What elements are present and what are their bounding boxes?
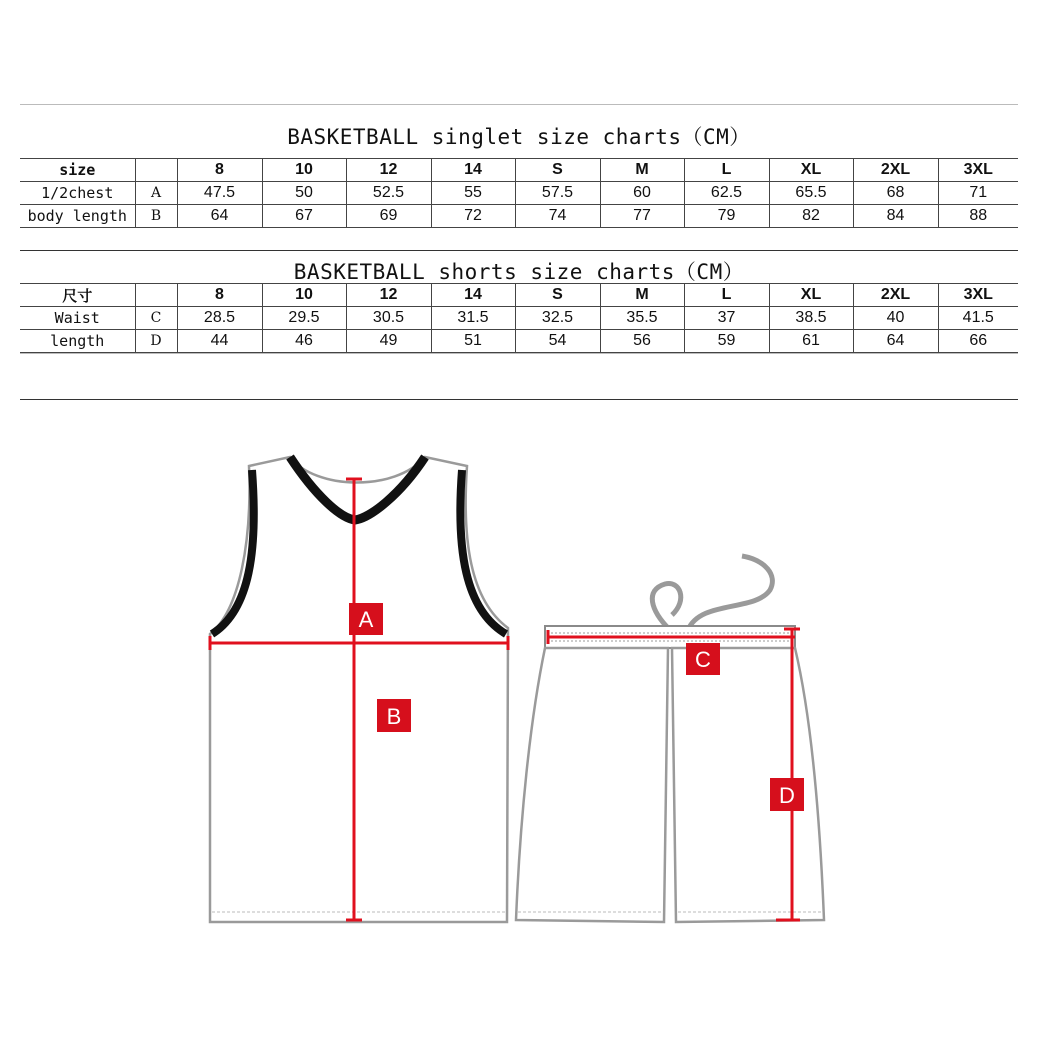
- size-header: 3XL: [938, 159, 1018, 182]
- table-cell: 30.5: [346, 307, 431, 330]
- size-header: 14: [431, 284, 515, 307]
- table-cell: 65.5: [769, 182, 853, 205]
- table-cell: 84: [853, 205, 938, 228]
- table-cell: 46: [262, 330, 346, 353]
- drawstring-right: [688, 556, 772, 630]
- table-cell: 51: [431, 330, 515, 353]
- row-label: Waist: [20, 307, 135, 330]
- size-header: XL: [769, 284, 853, 307]
- size-header: 2XL: [853, 284, 938, 307]
- table-cell: 64: [177, 205, 262, 228]
- table-cell: 88: [938, 205, 1018, 228]
- table-cell: 37: [684, 307, 769, 330]
- table-cell: 67: [262, 205, 346, 228]
- table-cell: 74: [515, 205, 600, 228]
- table-cell: 82: [769, 205, 853, 228]
- row-code: B: [135, 205, 177, 228]
- table-cell: 68: [853, 182, 938, 205]
- size-header: L: [684, 284, 769, 307]
- marker-b-label: B: [386, 704, 402, 729]
- table-cell: 52.5: [346, 182, 431, 205]
- table-cell: 61: [769, 330, 853, 353]
- table-cell: 35.5: [600, 307, 684, 330]
- table-cell: 72: [431, 205, 515, 228]
- size-header: 12: [346, 159, 431, 182]
- table-cell: 41.5: [938, 307, 1018, 330]
- table-cell: 77: [600, 205, 684, 228]
- marker-a: [349, 603, 383, 635]
- size-header: M: [600, 159, 684, 182]
- table-cell: 57.5: [515, 182, 600, 205]
- marker-d-label: D: [779, 783, 795, 808]
- row-code: D: [135, 330, 177, 353]
- singlet-chart-title: BASKETBALL singlet size charts（CM）: [287, 125, 751, 149]
- size-header: 10: [262, 284, 346, 307]
- row-label: 1/2chest: [20, 182, 135, 205]
- row-label: body length: [20, 205, 135, 228]
- table-cell: 71: [938, 182, 1018, 205]
- shorts-illustration: [516, 556, 824, 922]
- size-header: 8: [177, 159, 262, 182]
- size-header: M: [600, 284, 684, 307]
- row-label: size: [20, 159, 135, 182]
- table-cell: 50: [262, 182, 346, 205]
- table-cell: 29.5: [262, 307, 346, 330]
- marker-d: [770, 778, 804, 811]
- shorts-chart-title: BASKETBALL shorts size charts（CM）: [293, 260, 745, 284]
- size-header: 12: [346, 284, 431, 307]
- marker-c: [686, 643, 720, 675]
- size-header: XL: [769, 159, 853, 182]
- table-cell: 49: [346, 330, 431, 353]
- marker-a-label: A: [358, 607, 374, 632]
- drawstring-left: [652, 583, 681, 630]
- table-cell: 40: [853, 307, 938, 330]
- table-cell: 54: [515, 330, 600, 353]
- singlet-illustration: [210, 457, 508, 922]
- table-cell: 47.5: [177, 182, 262, 205]
- table-cell: 55: [431, 182, 515, 205]
- table-cell: 56: [600, 330, 684, 353]
- marker-c-label: C: [695, 647, 711, 672]
- table-cell: 44: [177, 330, 262, 353]
- row-code: C: [135, 307, 177, 330]
- size-header: S: [515, 284, 600, 307]
- table-cell: 66: [938, 330, 1018, 353]
- row-label: 尺寸: [20, 284, 135, 307]
- table-cell: 38.5: [769, 307, 853, 330]
- size-header: S: [515, 159, 600, 182]
- table-cell: 59: [684, 330, 769, 353]
- row-label: length: [20, 330, 135, 353]
- table-cell: 79: [684, 205, 769, 228]
- row-code: A: [135, 182, 177, 205]
- size-header: 8: [177, 284, 262, 307]
- table-cell: 69: [346, 205, 431, 228]
- table-cell: 32.5: [515, 307, 600, 330]
- table-cell: 60: [600, 182, 684, 205]
- table-cell: 64: [853, 330, 938, 353]
- table-cell: 62.5: [684, 182, 769, 205]
- size-header: 14: [431, 159, 515, 182]
- table-cell: 31.5: [431, 307, 515, 330]
- shorts-left-leg: [516, 648, 668, 922]
- size-header: 3XL: [938, 284, 1018, 307]
- size-header: 10: [262, 159, 346, 182]
- table-cell: 28.5: [177, 307, 262, 330]
- size-header: 2XL: [853, 159, 938, 182]
- size-header: L: [684, 159, 769, 182]
- marker-b: [377, 699, 411, 732]
